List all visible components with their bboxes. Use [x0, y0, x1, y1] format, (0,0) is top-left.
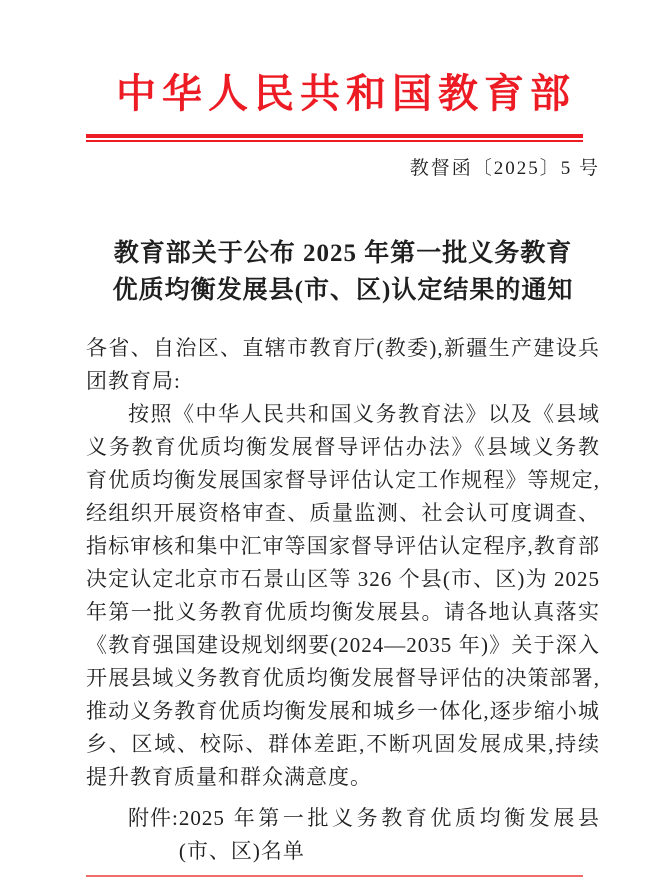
document-number: 教督函〔2025〕5 号 — [409, 158, 600, 179]
ministry-masthead: 中华人民共和国教育部 — [116, 71, 576, 116]
document-body — [86, 332, 600, 794]
notice-title-line-1: 教育部关于公布 2025 年第一批义务教育 — [113, 240, 573, 267]
masthead-divider-thick — [86, 134, 583, 138]
footer-divider — [86, 875, 583, 877]
attachment-label: 附件: — [128, 806, 179, 830]
notice-title-line-2: 优质均衡发展县(市、区)认定结果的通知 — [112, 277, 574, 304]
attachment-text: 2025 年第一批义务教育优质均衡发展县(市、区)名单 — [178, 806, 600, 863]
main-paragraph: 按照《中华人民共和国义务教育法》以及《县域义务教育优质均衡发展督导评估办法》《县域义务教育优质均衡发展国家督导评估认定工作规程》等规定,经组织开展资格审查、质量监测、社会认可度调查、指标审核和集中汇审等国家督导评估认定程序,教育部决定认定北京市石景山区等 326 个县(市、区)为 2025 年第一批义务教育优质均衡发展县。请各地认真落实《教育强国建设规划纲要(2024—2035 年)》关于深入开展县域义务教育优质均衡发展督导评估的决策部署,推动义务教育优质均衡发展和城乡一体化,逐步缩小城乡、区域、校际、群体差距,不断巩固发展成果,持续提升教育质量和群众满意度。 — [86, 402, 600, 789]
document-content — [0, 70, 660, 868]
official-document-page — [0, 70, 660, 880]
masthead-divider-thin — [86, 140, 583, 142]
attachment-line — [86, 802, 600, 868]
salutation: 各省、自治区、直辖市教育厅(教委),新疆生产建设兵团教育局: — [86, 336, 600, 393]
notice-title — [86, 235, 600, 309]
